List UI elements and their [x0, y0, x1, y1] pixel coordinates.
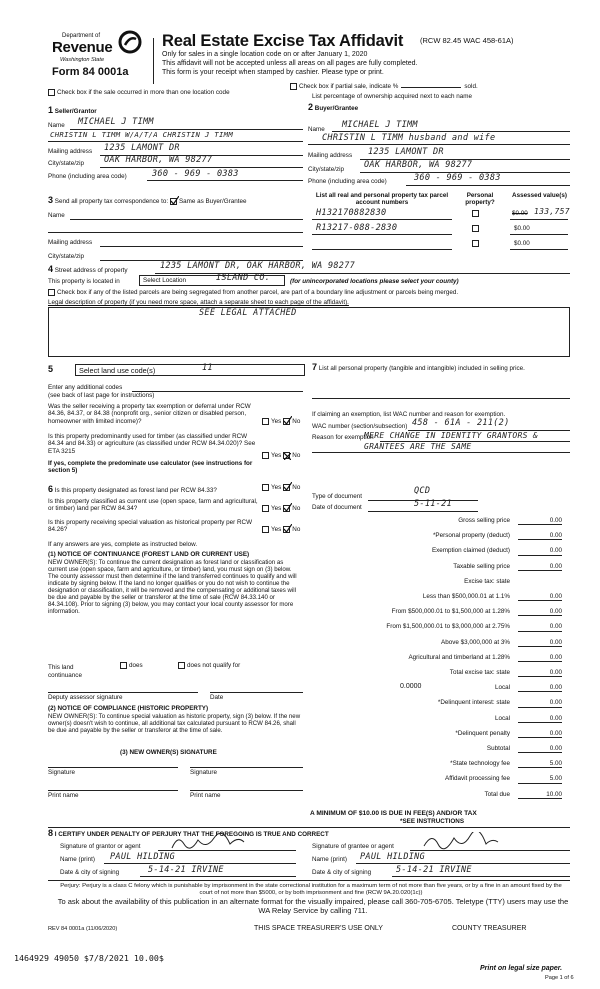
- treasurer-space: THIS SPACE TREASURER'S USE ONLY: [254, 925, 383, 932]
- seller-city[interactable]: OAK HARBOR, WA 98277: [104, 155, 213, 165]
- header-note1: Only for sales in a single location code on or after January 1, 2020: [162, 51, 368, 58]
- tax-row-value[interactable]: 0.00: [518, 699, 562, 707]
- tax-row-value[interactable]: 0.00: [518, 563, 562, 571]
- notice2-title: (2) NOTICE OF COMPLIANCE (HISTORIC PROPERTY): [48, 705, 209, 712]
- section3-mailing-label: Mailing address: [48, 239, 93, 246]
- parcel-row: [312, 208, 570, 220]
- tax-row-value[interactable]: 0.00: [518, 715, 562, 723]
- revenue-logo-icon: [118, 30, 142, 54]
- grantee-name-label: Name (print): [312, 856, 347, 863]
- legal-paper-note: Print on legal size paper.: [480, 965, 563, 972]
- doc-date-label: Date of document: [312, 504, 362, 511]
- form-number: Form 84 0001a: [52, 66, 129, 78]
- grantor-signature[interactable]: [168, 832, 248, 852]
- tax-row-label: *Delinquent penalty: [455, 729, 510, 737]
- timber-question: Is this property predominantly used for timber (as classified under RCW 84.34 and 84.33) or agriculture (as classified under RCW 84.34.020)? See ETA 3215: [48, 433, 256, 455]
- header-note3: This form is your receipt when stamped by cashier. Please type or print.: [162, 69, 384, 76]
- q1-yes-no[interactable]: Yes No: [262, 418, 300, 425]
- section2-heading: 2 Buyer/Grantee: [308, 102, 359, 112]
- header-note2: This affidavit will not be accepted unless all areas on all pages are fully completed.: [162, 60, 418, 67]
- wac-value[interactable]: 458 - 61A - 211(2): [412, 418, 510, 428]
- tax-row-value[interactable]: 0.00: [518, 593, 562, 601]
- historic-question: Is this property receiving special valuation as historical property per RCW 84.26?: [48, 519, 253, 534]
- grantor-name-label: Name (print): [60, 856, 95, 863]
- reason-label: Reason for exemption: [312, 434, 374, 441]
- notice1-title: (1) NOTICE OF CONTINUANCE (FOREST LAND OR CURRENT USE): [48, 551, 250, 558]
- section3-name-label: Name: [48, 212, 65, 219]
- if-yes-note: If any answers are yes, complete as instructed below.: [48, 541, 198, 548]
- tax-row-label: *State technology fee: [450, 760, 510, 768]
- buyer-phone-label: Phone (including area code): [308, 178, 387, 185]
- segregated-checkbox[interactable]: [48, 289, 458, 296]
- tax-row-label: Subtotal: [486, 745, 510, 752]
- tax-row-label: Agricultural and timberland at 1.28%: [408, 653, 510, 661]
- tax-row-value[interactable]: 0.00: [518, 654, 562, 662]
- receipt-stamp: 1464929 49050 $7/8/2021 10.00$: [14, 953, 164, 963]
- seller-city-label: City/state/zip: [48, 160, 85, 167]
- tax-row-label: Above $3,000,000 at 3%: [441, 638, 510, 646]
- grantee-date-label: Date & city of signing: [312, 869, 372, 876]
- s6-q3-yes-no[interactable]: Yes No: [262, 526, 300, 533]
- parcel-col1: List all real and personal property tax parcel account numbers: [315, 192, 449, 207]
- tax-row: [312, 563, 562, 575]
- seller-phone-label: Phone (including area code): [48, 173, 127, 180]
- certify-text: 8 I CERTIFY UNDER PENALTY OF PERJURY THAT THE FOREGOING IS TRUE AND CORRECT: [48, 828, 329, 838]
- section4-address-label: 4 Street address of property: [48, 264, 128, 274]
- tax-row: [312, 593, 562, 605]
- tax-row: [312, 775, 562, 787]
- new-owner-sig-title: (3) NEW OWNER(S) SIGNATURE: [120, 749, 217, 756]
- tax-row-label: From $500,000.01 to $1,500,000 at 1.28%: [391, 608, 510, 616]
- seller-name2[interactable]: CHRISTIN L TIMM W/A/T/A CHRISTIN J TIMM: [50, 130, 234, 139]
- multi-location-label: Check box if the sale occurred in more than one location code: [57, 89, 230, 97]
- land-use-select-label: Select land use code(s): [79, 366, 156, 375]
- checkmark-icon: [170, 196, 179, 205]
- doc-type-label: Type of document: [312, 493, 363, 500]
- tax-row: [312, 684, 562, 696]
- buyer-name-label: Name: [308, 126, 325, 133]
- tax-row-label: Local: [494, 684, 510, 692]
- notice1-body: NEW OWNER(S): To continue the current designation as forest land or classification as current use (open space, farm and agriculture, or timber) land, you must sign on (3) below. The county assessor must then determine if the land transferred continues to qualify and will indicate by signing below. If the land no longer qualifies or you do not wish to continue the designation or classification, it will be removed and the compensating or additional taxes will be due and payable by the seller or transferor at the time of sale (RCW 84.33.140 or 84.34.108). Prior to signing (3) below, you may contact your local county assessor for more information.: [48, 559, 297, 615]
- buyer-phone[interactable]: 360 - 969 - 0383: [414, 173, 501, 183]
- tax-row-label: Excise tax: state: [464, 577, 510, 585]
- continuance-label: continuance: [48, 672, 82, 679]
- located-label: This property is located in: [48, 278, 120, 285]
- s6-q1-yes-no[interactable]: Yes No: [262, 484, 300, 491]
- personal-property-checkbox[interactable]: [472, 210, 479, 217]
- buyer-name2[interactable]: CHRISTIN L TIMM husband and wife: [322, 133, 496, 143]
- grantee-name[interactable]: PAUL HILDING: [360, 852, 426, 862]
- grantor-sig-label: Signature of grantor or agent: [60, 843, 141, 850]
- buyer-mailing-label: Mailing address: [308, 152, 353, 159]
- parcel-col3: Assessed value(s): [512, 192, 567, 199]
- exemption-question: Was the seller receiving a property tax exemption or deferral under RCW 84.36, 84.37, or 84.38 (nonprofit org., senior citizen or disabled person, homeowner with limited income)?: [48, 403, 251, 425]
- buyer-name1[interactable]: MICHAEL J TIMM: [342, 120, 418, 130]
- ownership-note: List percentage of ownership acquired next to each name: [312, 93, 472, 100]
- tax-row: [312, 532, 562, 544]
- section7-label: 7 List all personal property (tangible and intangible) included in selling price.: [312, 362, 525, 372]
- partial-sale-suffix: sold.: [464, 83, 478, 91]
- tax-row-value[interactable]: 5.00: [518, 775, 562, 783]
- new-owner-print-label: Print name: [190, 792, 221, 799]
- tax-row-value[interactable]: 0.00: [518, 669, 562, 677]
- buyer-city[interactable]: OAK HARBOR, WA 98277: [364, 160, 473, 170]
- seller-phone[interactable]: 360 - 969 - 0383: [152, 169, 239, 179]
- grantee-signature[interactable]: [420, 832, 500, 852]
- property-address[interactable]: 1235 LAMONT DR, OAK HARBOR, WA 98277: [160, 261, 356, 271]
- checkmark-icon: [283, 503, 292, 512]
- tax-row-label: Exemption claimed (deduct): [431, 547, 510, 555]
- land-use-value: 11: [202, 363, 213, 373]
- x-mark-icon: [284, 453, 291, 460]
- tax-row: [312, 699, 562, 711]
- see-instructions: *SEE INSTRUCTIONS: [400, 818, 465, 825]
- tax-row-label: Total excise tax: state: [449, 669, 510, 676]
- tax-row: [312, 623, 562, 635]
- partial-sale-checkbox[interactable]: [290, 83, 478, 90]
- tax-row-value[interactable]: 0.00: [518, 639, 562, 647]
- new-owner-sig-label: Signature: [48, 769, 75, 776]
- page-number: Page 1 of 6: [545, 975, 574, 981]
- dor-logo: [52, 22, 144, 84]
- seller-mailing-label: Mailing address: [48, 148, 93, 155]
- dept-line1: Department of: [62, 33, 101, 39]
- notice2-body: NEW OWNER(S): To continue special valuation as historic property, sign (3) below. If the new owner(s) doesn't wish to continue, all additional tax calculated pursuant to RCW 84.26, shall be due and payable by the seller or transferor at the time of sale.: [48, 713, 301, 734]
- tax-row-value[interactable]: 0.00: [518, 608, 562, 616]
- legal-description-field[interactable]: [48, 307, 570, 357]
- tax-row-label: Total due: [484, 790, 510, 798]
- tax-row-label: Local: [494, 714, 510, 722]
- dept-line2: Revenue: [52, 39, 113, 56]
- county-treasurer: COUNTY TREASURER: [452, 925, 527, 932]
- tax-row-value[interactable]: 5.00: [518, 760, 562, 768]
- personal-property-checkbox[interactable]: [472, 225, 479, 232]
- location-select-label: Select Location: [143, 277, 187, 284]
- minimum-note: A MINIMUM OF $10.00 IS DUE IN FEE(S) AND/OR TAX: [310, 810, 477, 817]
- additional-codes-note: (see back of last page for instructions): [48, 392, 155, 399]
- form-title: Real Estate Excise Tax Affidavit: [162, 32, 404, 50]
- tax-row-label: Less than $500,000.01 at 1.1%: [422, 593, 510, 600]
- doc-type[interactable]: QCD: [414, 486, 431, 496]
- checkmark-icon: [283, 416, 292, 425]
- parcel-row: [312, 223, 570, 235]
- tax-row-label: Taxable selling price: [453, 562, 510, 570]
- tax-row-label: *Delinquent interest: state: [437, 699, 510, 707]
- location-select[interactable]: [139, 275, 285, 286]
- tax-row: [312, 608, 562, 620]
- rev-number: REV 84 0001a (11/06/2020): [48, 926, 118, 932]
- location-value: ISLAND CO.: [216, 273, 271, 283]
- does-not-checkbox[interactable]: does not qualify for: [178, 662, 240, 669]
- tax-row: [312, 654, 562, 666]
- dept-line3: Washington State: [60, 57, 105, 63]
- section3-city-label: City/state/zip: [48, 253, 85, 260]
- deputy-date-label: Date: [210, 694, 224, 701]
- additional-codes-label: Enter any additional codes: [48, 384, 123, 391]
- tax-row-label: *Personal property (deduct): [432, 532, 510, 540]
- assessed-value[interactable]: $0.00: [514, 225, 530, 232]
- form-title-cite: (RCW 82.45 WAC 458-61A): [420, 36, 514, 45]
- seller-name-label: Name: [48, 122, 65, 129]
- doc-date[interactable]: 5-11-21: [414, 499, 452, 509]
- assessed-value-struck: $0.00: [512, 210, 528, 217]
- same-as-buyer-checkbox[interactable]: [170, 198, 177, 205]
- tax-row: [312, 639, 562, 651]
- tax-row-value[interactable]: 0.00: [518, 623, 562, 631]
- tax-row-value[interactable]: 0.00: [518, 532, 562, 540]
- tax-row-value[interactable]: 0.00: [518, 547, 562, 555]
- tax-row: [312, 730, 562, 742]
- multi-location-checkbox[interactable]: [48, 89, 230, 96]
- buyer-city-label: City/state/zip: [308, 166, 345, 173]
- buyer-mailing[interactable]: 1235 LAMONT DR: [368, 147, 444, 157]
- tax-row-label: Affidavit processing fee: [445, 775, 510, 783]
- timber-note: If yes, complete the predominate use calculator (see instructions for section 5): [48, 460, 253, 475]
- assessed-value[interactable]: 133,757: [534, 207, 570, 216]
- new-owner-sig-label: Signature: [190, 769, 217, 776]
- parcel-row: [312, 238, 570, 250]
- parcel-number[interactable]: H132170882830: [316, 208, 387, 218]
- partial-sale-label: Check box if partial sale, indicate %: [299, 83, 399, 91]
- reason-value[interactable]: MERE CHANGE IN IDENTITY GRANTORS & GRANTEES ARE THE SAME: [364, 431, 538, 451]
- assessed-value[interactable]: $0.00: [514, 240, 530, 247]
- section5-num: 5: [48, 364, 54, 374]
- tax-row-value[interactable]: 0.00: [518, 745, 562, 753]
- section3-label: 3 Send all property tax correspondence to: Same as Buyer/Grantee: [48, 195, 247, 205]
- land-use-select[interactable]: [75, 364, 305, 376]
- tax-row-value[interactable]: 0.00: [518, 730, 562, 738]
- q2-yes-no[interactable]: Yes No: [262, 452, 300, 459]
- tax-row: [312, 578, 562, 590]
- tax-row: [312, 547, 562, 559]
- forest-question: 6 Is this property designated as forest land per RCW 84.33?: [48, 484, 217, 494]
- new-owner-print-label: Print name: [48, 792, 79, 799]
- seller-name1[interactable]: MICHAEL J TIMM: [78, 117, 154, 127]
- tax-row: [312, 791, 562, 803]
- seller-mailing[interactable]: 1235 LAMONT DR: [104, 143, 180, 153]
- grantee-sig-label: Signature of grantee or agent: [312, 843, 394, 850]
- tax-row: [312, 715, 562, 727]
- legal-text: SEE LEGAL ATTACHED: [199, 308, 297, 318]
- checkmark-icon: [283, 524, 292, 533]
- wac-label: WAC number (section/subsection): [312, 423, 408, 430]
- tax-row: [312, 517, 562, 529]
- current-use-question: Is this property classified as current use (open space, farm and agricultural, or timber) land per RCW 84.34?: [48, 498, 258, 513]
- grantor-date[interactable]: 5-14-21 IRVINE: [148, 865, 224, 875]
- tax-row: [312, 760, 562, 772]
- personal-property-checkbox[interactable]: [472, 240, 479, 247]
- perjury-text: Perjury: Perjury is a class C felony which is punishable by imprisonment in the state correctional institution for a maximum term of not more than five years, or by a fine in an amount fixed by the court of not more than $5000, or by both imprisonment and fine (RCW 9A.20.020(1c)): [60, 883, 562, 896]
- tax-row-label: From $1,500,000.01 to $3,000,000 at 2.75%: [386, 623, 510, 631]
- s6-q2-yes-no[interactable]: Yes No: [262, 505, 300, 512]
- tax-row: [312, 745, 562, 757]
- tax-row-value[interactable]: 0.00: [518, 684, 562, 692]
- grantee-date[interactable]: 5-14-21 IRVINE: [396, 865, 472, 875]
- segregated-label: Check box if any of the listed parcels are being segregated from another parcel, are part of a boundary line adjustment or parcels being merged.: [57, 289, 459, 297]
- tax-row-value[interactable]: 0.00: [518, 517, 562, 525]
- parcel-number[interactable]: R13217-088-2830: [316, 223, 398, 233]
- tax-row: [312, 669, 562, 681]
- tax-row-value[interactable]: 10.00: [518, 791, 562, 799]
- this-land-label: This land: [48, 664, 74, 671]
- grantor-name[interactable]: PAUL HILDING: [110, 852, 176, 862]
- parcel-col2: Personal property?: [465, 192, 495, 207]
- checkmark-icon: [283, 482, 292, 491]
- section1-heading: 1 Seller/Grantor: [48, 105, 97, 115]
- alt-format-text: To ask about the availability of this publication in an alternate format for the visually impaired, please call 360-705-6705. Teletype (TTY) users may use the WA Relay Service by calling 711.: [57, 897, 569, 915]
- does-checkbox[interactable]: does: [120, 662, 143, 669]
- exempt-label: If claiming an exemption, list WAC number and reason for exemption.: [312, 411, 506, 418]
- legal-desc-label: Legal description of property (if you need more space, attach a separate sheet to each page of the affidavit).: [48, 299, 349, 306]
- local-rate: 0.0000: [400, 683, 422, 690]
- location-note: (for unincorporated locations please select your county): [290, 278, 459, 285]
- grantor-date-label: Date & city of signing: [60, 869, 120, 876]
- deputy-sig-label: Deputy assessor signature: [48, 694, 123, 701]
- tax-row-label: Gross selling price: [458, 517, 510, 524]
